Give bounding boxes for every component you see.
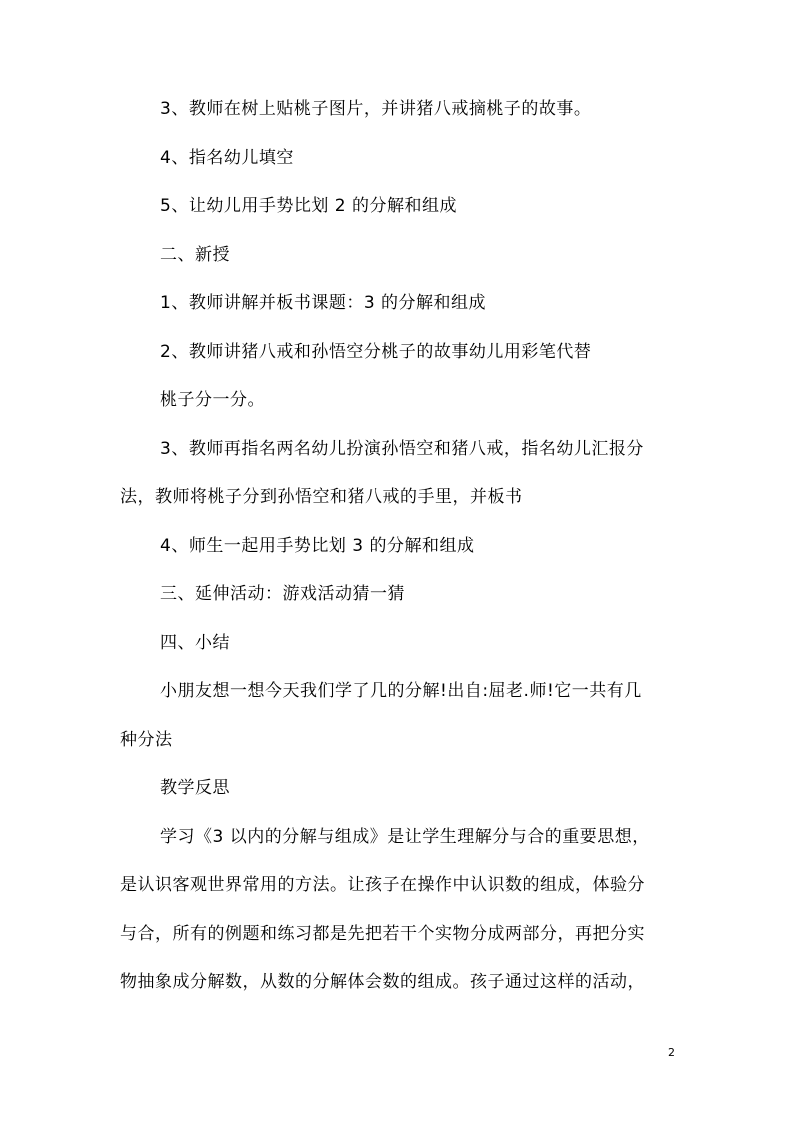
paragraph-line: 1、教师讲解并板书课题：3 的分解和组成	[160, 293, 487, 313]
paragraph-line: 2、教师讲猪八戒和孙悟空分桃子的故事幼儿用彩笔代替	[160, 342, 592, 362]
section-heading: 三、延伸活动：游戏活动猜一猜	[160, 584, 405, 604]
paragraph-line: 3、教师在树上贴桃子图片，并讲猪八戒摘桃子的故事。	[160, 99, 592, 119]
paragraph-line: 小朋友想一想今天我们学了几的分解!出自:屈老.师!它一共有几	[160, 681, 642, 701]
paragraph-line: 法，教师将桃子分到孙悟空和猪八戒的手里，并板书	[120, 487, 523, 507]
paragraph-line: 桃子分一分。	[160, 390, 265, 410]
paragraph-line: 3、教师再指名两名幼儿扮演孙悟空和猪八戒，指名幼儿汇报分	[160, 439, 644, 459]
paragraph-line: 4、指名幼儿填空	[160, 148, 294, 168]
paragraph-line: 学习《3 以内的分解与组成》是让学生理解分与合的重要思想，	[160, 827, 650, 847]
paragraph-line: 与合，所有的例题和练习都是先把若干个实物分成两部分，再把分实	[120, 924, 645, 944]
section-heading: 四、小结	[160, 633, 230, 653]
paragraph-line: 物抽象成分解数，从数的分解体会数的组成。孩子通过这样的活动，	[120, 972, 645, 992]
paragraph-line: 是认识客观世界常用的方法。让孩子在操作中认识数的组成，体验分	[120, 875, 645, 895]
paragraph-line: 种分法	[120, 730, 173, 750]
page-number: 2	[668, 1046, 675, 1059]
paragraph-line: 4、师生一起用手势比划 3 的分解和组成	[160, 536, 475, 556]
paragraph-line: 5、让幼儿用手势比划 2 的分解和组成	[160, 196, 457, 216]
section-heading: 教学反思	[160, 778, 230, 798]
section-heading: 二、新授	[160, 245, 230, 265]
